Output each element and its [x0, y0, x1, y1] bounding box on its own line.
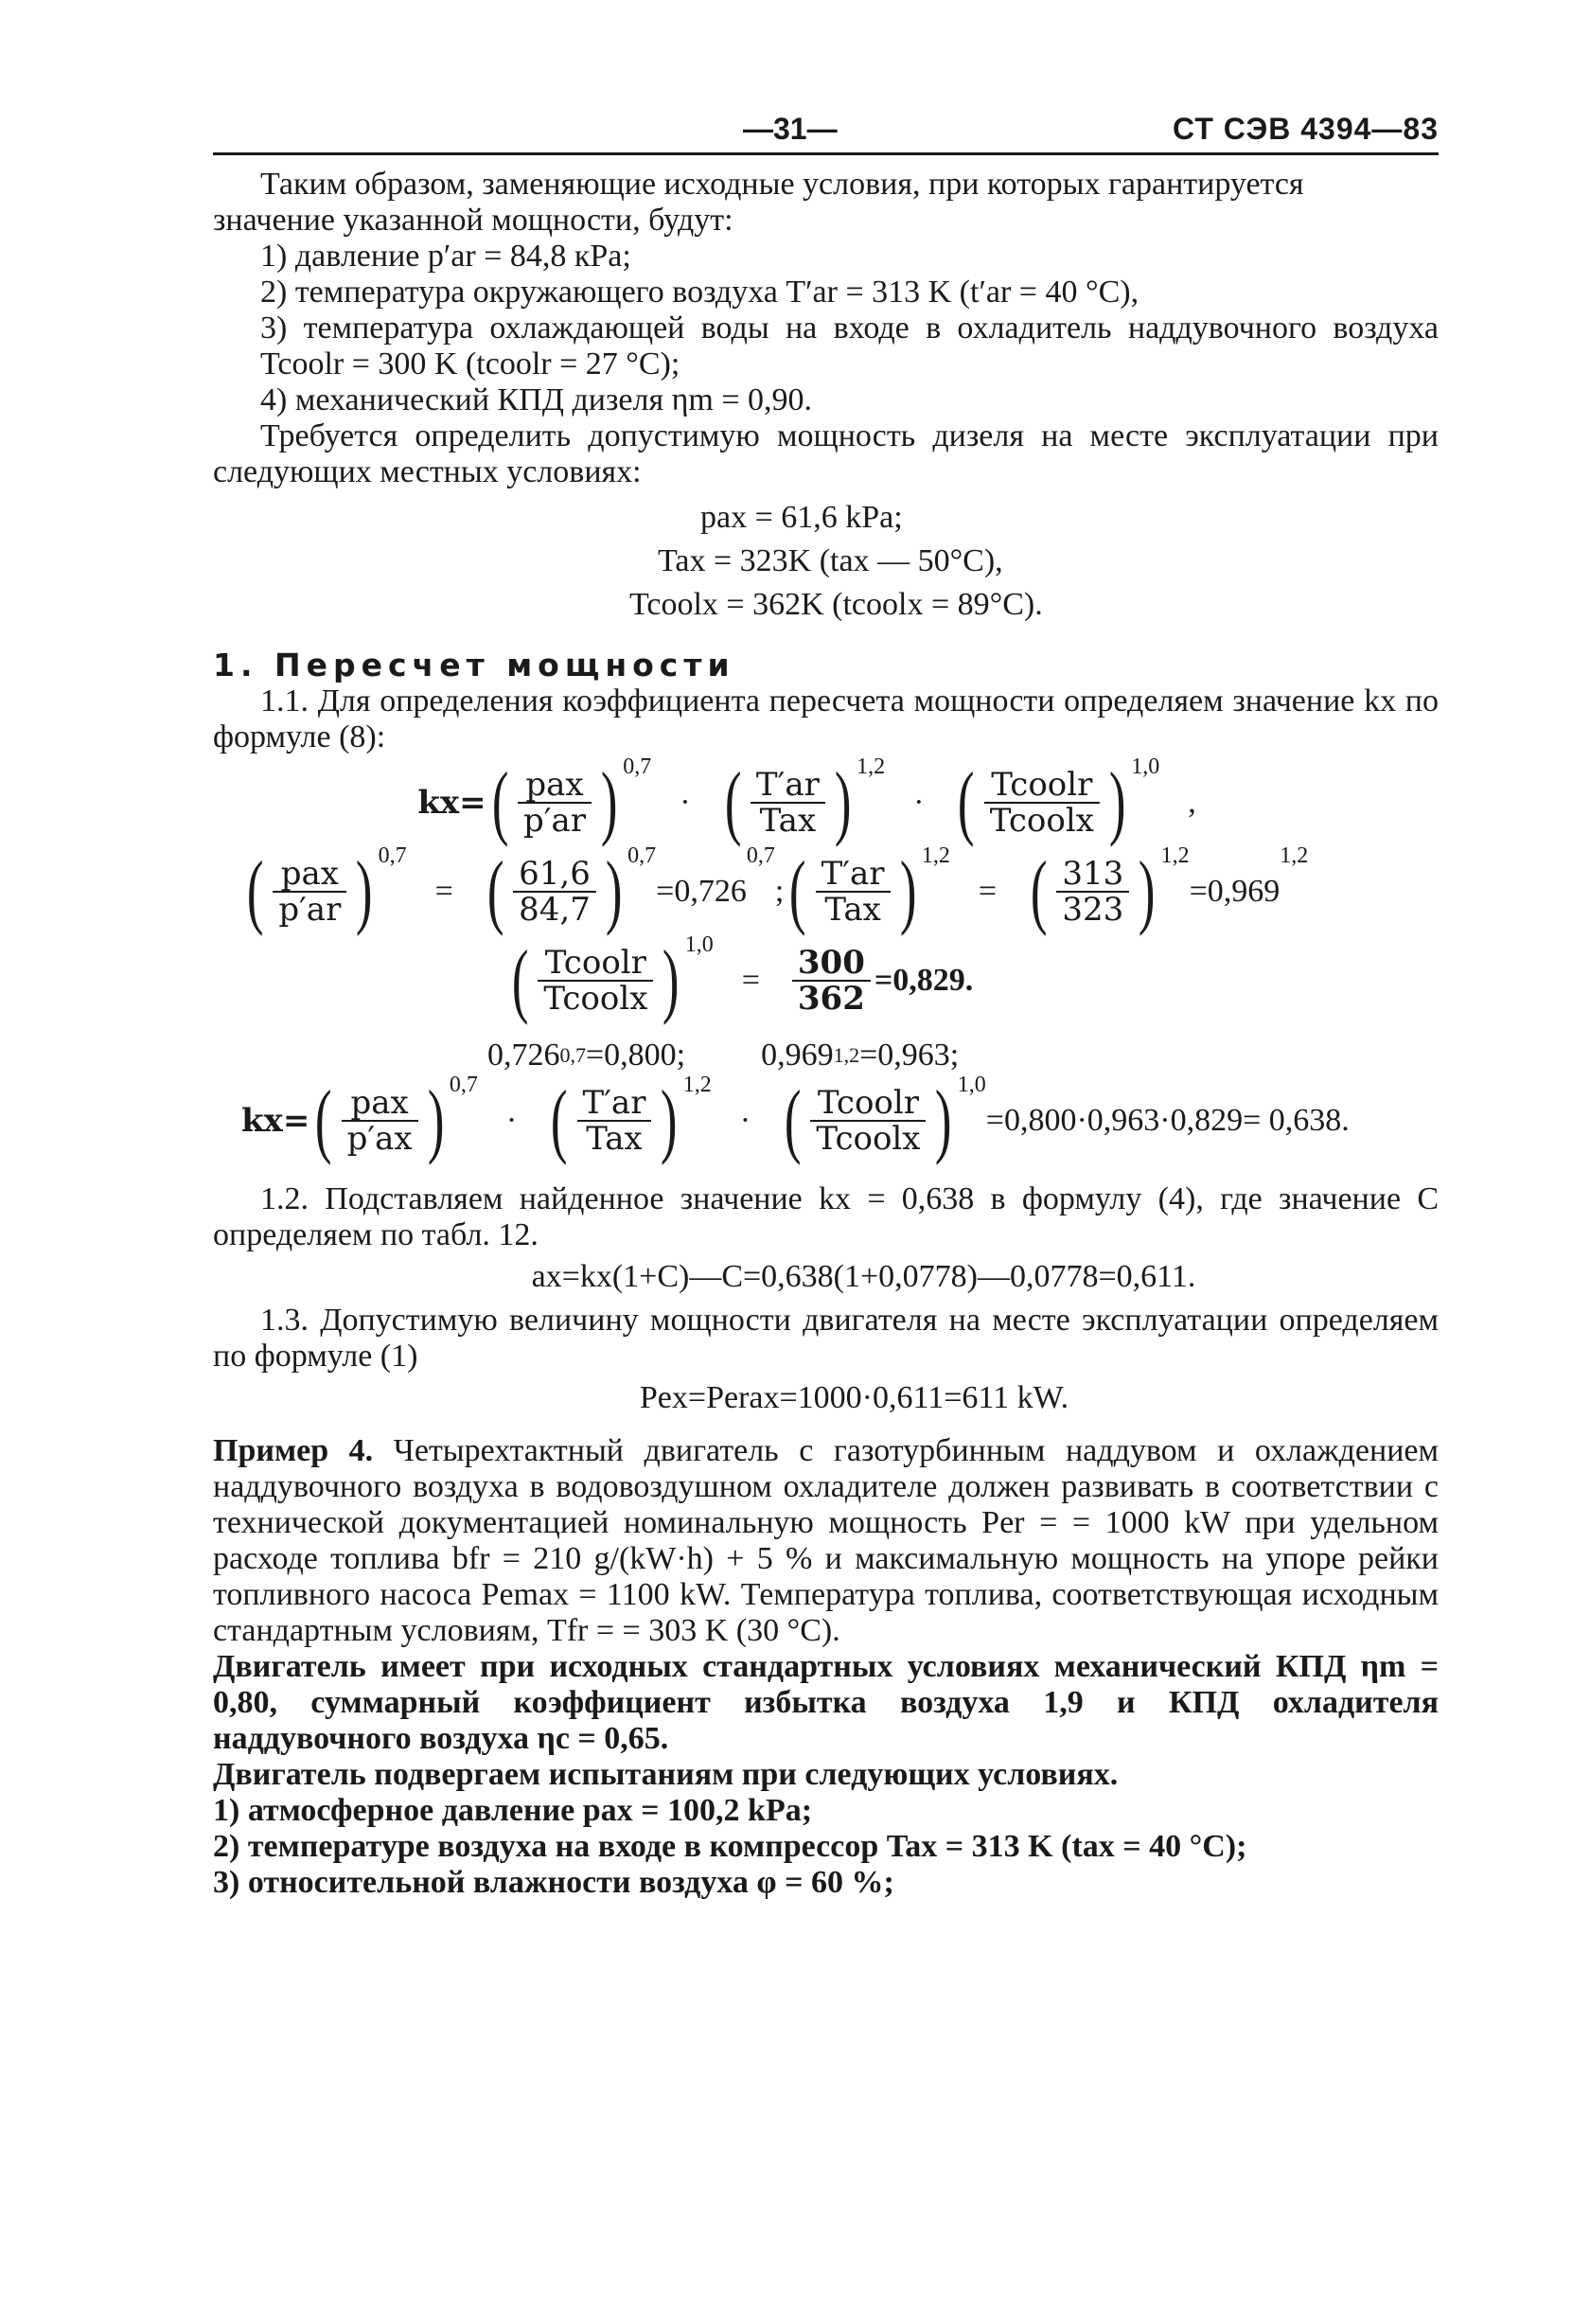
calc3-ar: =0,800; — [586, 1038, 686, 1073]
equation-ax: ax=kx(1+C)—C=0,638(1+0,0778)—0,0778=0,611. — [531, 1259, 1196, 1294]
section-1-1-text: 1.1. Для определения коэффициента пересчета мощности определяем значение kx по формуле (8): — [213, 683, 1439, 754]
standard-code: СТ СЭВ 4394—83 — [1173, 112, 1439, 146]
section-1-3-text: 1.3. Допустимую величину мощности двигателя на месте эксплуатации определяем по формуле (1) — [213, 1303, 1439, 1374]
page-number: —31— — [743, 112, 838, 146]
calc3-a: 0,726 — [487, 1038, 560, 1073]
local-cond-cool: Tcoolx = 362K (tcoolx = 89°С). — [629, 587, 1043, 622]
calc2-exp: 1,0 — [684, 932, 714, 957]
local-cond-temp: Tax = 323K (tax — 50°С), — [658, 543, 1003, 578]
dot-1: · — [680, 785, 691, 820]
section-1-2-text: 1.2. Подставляем найденное значение kx = 0,638 в формулу (4), где значение С определяем по табл. 12. — [213, 1181, 1439, 1252]
formula-kx — [175, 754, 1439, 848]
calc3-b: 0,969 — [761, 1038, 834, 1073]
calc1-exp-3: 1,2 — [921, 843, 950, 868]
local-conditions — [629, 496, 1439, 627]
paren-open: ( — [491, 756, 509, 848]
calc1-frac-1: $\frac{\text{pax}}{p'ar}$ — [273, 857, 346, 927]
dot-2: · — [913, 785, 925, 820]
calc1-exp-1: 0,7 — [378, 843, 407, 868]
example-4-label: Пример 4. — [213, 1433, 374, 1468]
exp-2: 1,2 — [857, 754, 886, 779]
formula-final-kx: kx= ( $\frac{\text{pax}}{p'ax}$ ) 0,7 · ( $\frac{T'ar}{\text{Tax}}$ ) 1,2 · ( $\frac{\text{Tcoolr}}{\text{Tcoolx}}$ ) 1,0 =0,800·0,963·0,829= 0,638. — [241, 1079, 1439, 1162]
header-rule — [213, 152, 1439, 155]
paren-close: ) — [600, 756, 618, 848]
final-exp-1: 0,7 — [449, 1073, 478, 1097]
calc2-eq: = — [741, 963, 760, 998]
calc3-ae: 0,7 — [559, 1043, 586, 1067]
comma: , — [1188, 785, 1196, 820]
formula-calc-2: ( $\frac{\text{Tcoolr}}{\text{Tcoolx}}$ ) 1,0 = $\frac{300}{362}$ =0,829. — [506, 939, 1439, 1022]
paren-open-3: ( — [958, 756, 975, 848]
fraction-tar-tax: $\frac{T'ar}{\text{Tax}}$ — [751, 768, 825, 838]
calc2-value-frac: $\frac{300}{362}$ — [792, 946, 871, 1016]
calc1-frac-2: $\frac{61,6}{84,7}$ — [513, 857, 596, 927]
fraction-tcool: $\frac{\text{Tcoolr}}{\text{Tcoolx}}$ — [984, 768, 1100, 838]
local-cond-pressure: pax = 61,6 kPa; — [700, 500, 903, 535]
condition-2: 2) температура окружающего воздуха T′ar = 313 K (t′ar = 40 °С), — [260, 275, 1140, 310]
calc1-r2e: 1,2 — [1280, 843, 1309, 868]
condition-3: 3) температура охлаждающей воды на входе в охладитель наддувочного воздуха Tcoolr = 300 K (tcoolr = 27 °С); — [260, 310, 1439, 381]
intro-line-1: Таким образом, заменяющие исходные условия, при которых гарантируется — [260, 167, 1304, 202]
requirement: Требуется определить допустимую мощность дизеля на месте эксплуатации при следующих местных условиях: — [213, 418, 1439, 489]
final-dot-2: · — [739, 1103, 751, 1138]
final-exp-2: 1,2 — [682, 1073, 712, 1097]
calc3-be: 1,2 — [833, 1043, 860, 1067]
paren-open-2: ( — [724, 756, 742, 848]
equation-pex: Pex=Perax=1000·0,611=611 kW. — [639, 1380, 1069, 1415]
paren-close-2: ) — [834, 756, 852, 848]
kx-lhs: kx= — [417, 784, 486, 822]
final-frac-2: $\frac{T'ar}{\text{Tax}}$ — [577, 1086, 652, 1156]
intro-line-2: значение указанной мощности, будут: — [213, 203, 733, 238]
final-result: =0,800·0,963·0,829= 0,638. — [985, 1103, 1350, 1138]
example-4-p2: Двигатель имеет при исходных стандартных условиях механический КПД ηm = 0,80, суммарный коэффициент избытка воздуха 1,9 и КПД охладителя наддувочного воздуха ηc = 0,65. — [213, 1649, 1439, 1756]
formula-calc-1: ( $\frac{\text{pax}}{p'ar}$ ) 0,7 = ( $\frac{61,6}{84,7}$ ) 0,7 =0,726 0,7 ; ( $\frac{T'ar}{\text{Tax}}$ ) 1,2 = ( $\frac{313}{323}$ ) 1,2 =0,969 1,2 — [241, 850, 1439, 933]
section-1-title: 1. Пересчет мощности — [213, 647, 735, 683]
example-4-text — [213, 1433, 1439, 1649]
fraction-pax-par: $\frac{\text{pax}}{p'ar}$ — [518, 768, 592, 838]
calc2-result: =0,829. — [874, 963, 974, 998]
exp-3: 1,0 — [1131, 754, 1160, 779]
condition-1: 1) давление p′ar = 84,8 кРа; — [260, 239, 631, 274]
example-4-item-3: 3) относительной влажности воздуха φ = 60 %; — [213, 1865, 894, 1900]
calc3-br: =0,963; — [859, 1038, 960, 1073]
condition-4: 4) механический КПД дизеля ηm = 0,90. — [260, 382, 812, 417]
example-4-item-1: 1) атмосферное давление pax = 100,2 kPa; — [213, 1793, 813, 1828]
calc1-r2: =0,969 — [1189, 874, 1281, 909]
calc1-exp-4: 1,2 — [1160, 843, 1190, 868]
calc1-sep: ; — [774, 874, 785, 909]
final-frac-1: $\frac{\text{pax}}{p'ax}$ — [342, 1086, 418, 1156]
calc1-frac-3: $\frac{T'ar}{\text{Tax}}$ — [816, 857, 891, 927]
final-dot-1: · — [505, 1103, 518, 1138]
example-4-p3: Двигатель подвергаем испытаниям при следующих условиях. — [213, 1757, 1119, 1792]
exp-1: 0,7 — [623, 754, 652, 779]
final-frac-3: $\frac{\text{Tcoolr}}{\text{Tcoolx}}$ — [810, 1086, 926, 1156]
calc1-exp-2: 0,7 — [627, 843, 657, 868]
calc1-r1e: 0,7 — [746, 843, 775, 868]
calc1-r1: =0,726 — [656, 874, 747, 909]
calc1-eq-2: = — [978, 874, 998, 909]
calc1-frac-4: $\frac{313}{323}$ — [1056, 857, 1129, 927]
calc2-frac: $\frac{\text{Tcoolr}}{\text{Tcoolx}}$ — [538, 946, 653, 1016]
page-header — [213, 99, 1439, 149]
final-exp-3: 1,0 — [957, 1073, 986, 1097]
example-4-item-2: 2) температуре воздуха на входе в компрессор Tax = 313 K (tax = 40 °С); — [213, 1829, 1247, 1864]
example-4-body: Четырехтактный двигатель с газотурбинным наддувом и охлаждением наддувочного воздуха в водовоздушном охладителе должен развивать в соответствии с технической документацией номинальную мощность Per = = 1000 kW при удельном расходе топлива bfr = 210 g/(kW·h) + 5 % и максимальную мощность на упоре рейки топливного насоса Pemax = 1100 kW. Температура топлива, соответствующая исходным стандартным условиям, Tfr = = 303 K (30 °С). — [213, 1433, 1439, 1648]
paren-close-3: ) — [1108, 756, 1126, 848]
calc1-eq: = — [434, 874, 453, 909]
final-lhs: kx= — [241, 1102, 310, 1140]
